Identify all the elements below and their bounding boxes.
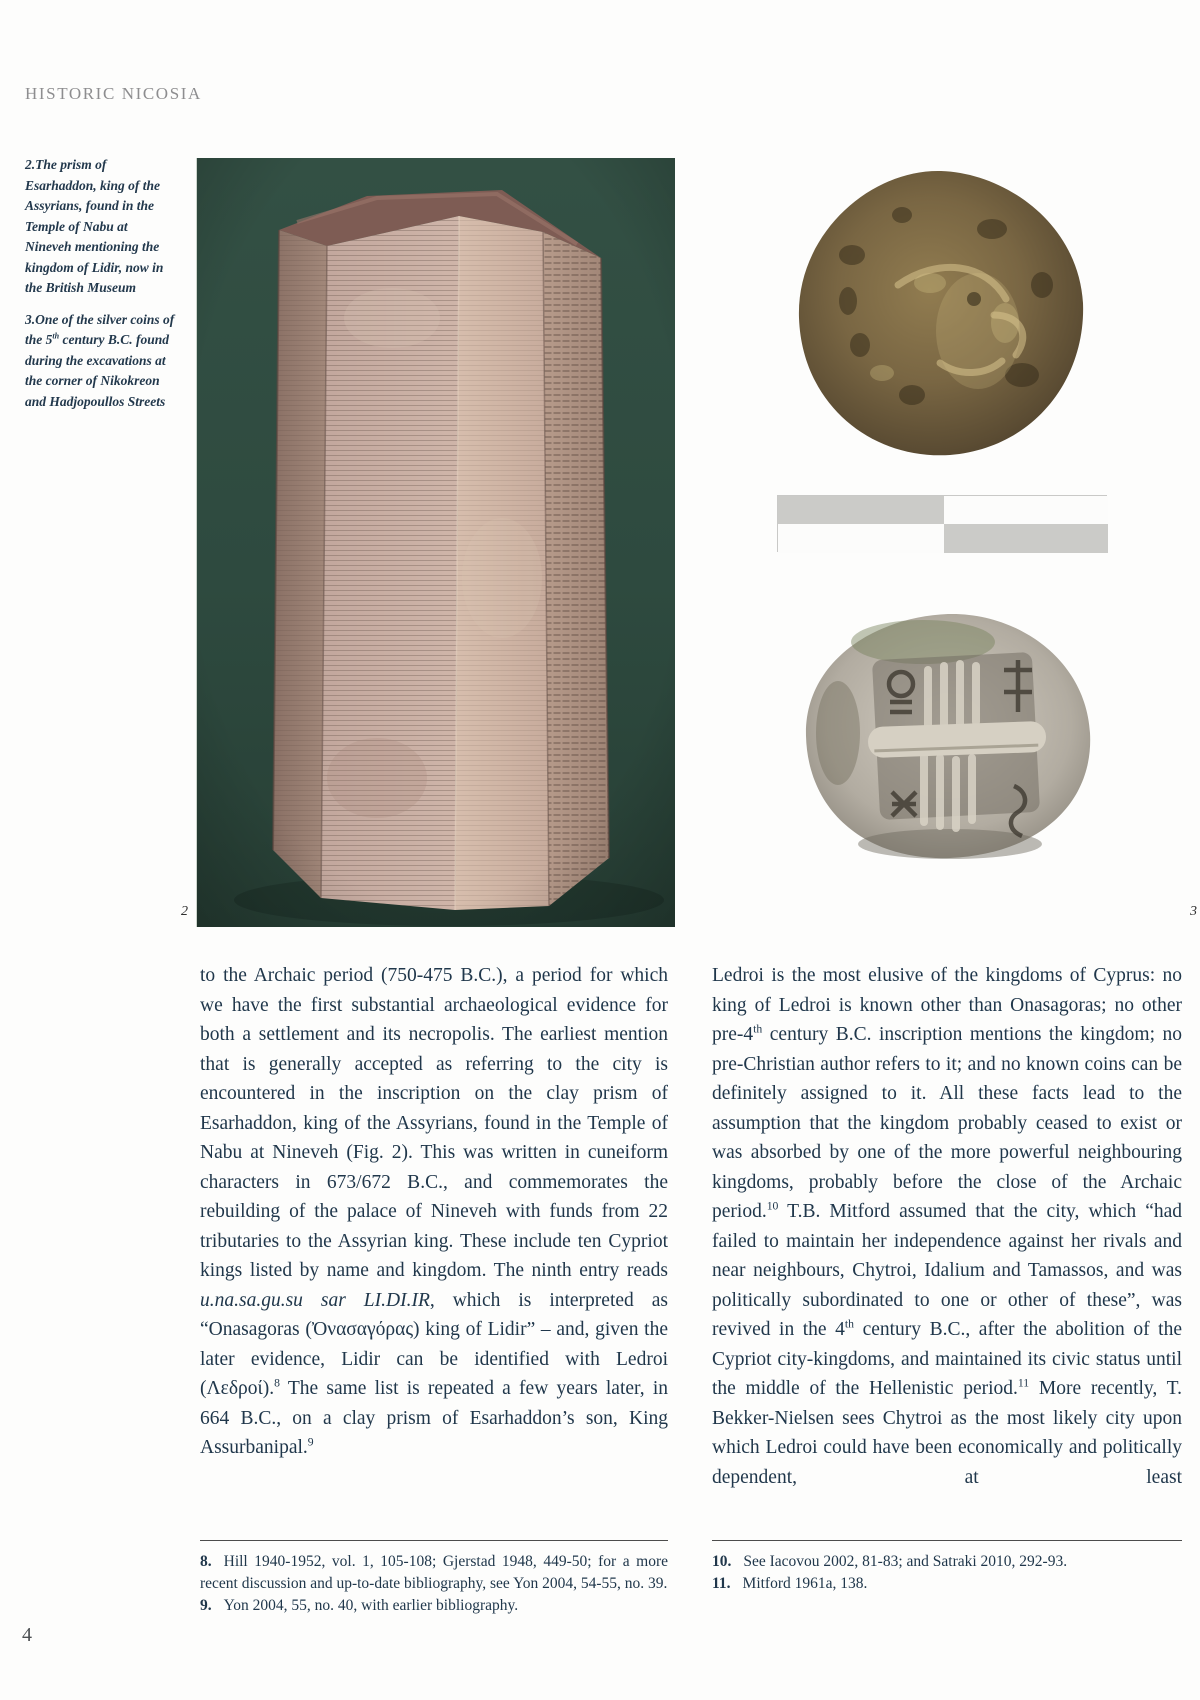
coin-reverse-photo [798,608,1098,862]
margin-captions [25,155,177,423]
figure-2-label: 2 [181,904,188,919]
body-text-right-column: Ledroi is the most elusive of the kingdoms of Cyprus: no king of Ledroi is known other than Onasagoras; no other pre-4th century B.C. inscription mentions the kingdom; no pre-Christian author refers to it; and no known coins can be definitely assigned to it. All these facts lead to the assumption that the kingdom probably ceased to exist or was absorbed by one of the more powerful neighbouring kingdoms, probably before the close of the Archaic period.$^{10}$ T.B. Mitford assumed that the city, which “had failed to maintain her independence against her rivals and near neighbours, Chytroi, Idalium and Tamassos, and was politically subordinated to one or other of these”, was revived in the 4th century B.C., after the abolition of the Cypriot city-kingdoms, and maintained its civic status until the middle of the Hellenistic period.$^{11}$ More recently, T. Bekker-Nielsen sees Chytroi as the most likely city upon which Ledroi could have been economically and politically dependent, at least [712,965,1182,1488]
footnotes-right [712,1551,1182,1595]
coin-obverse-graphic [790,163,1092,463]
footnote-11: 11. Mitford 1961a, 138. [712,1575,868,1592]
body-text-left-column: to the Archaic period (750-475 B.C.), a period for which we have the first substantial archaeological evidence for both a settlement and its necropolis. The earliest mention that is generally accepted as referring to the city is encountered in the inscription on the clay prism of Esarhaddon, king of the Assyrians, found in the Temple of Nabu at Nineveh (Fig. 2). This was written in cuneiform characters in 673/672 B.C., and commemorates the rebuilding of the palace of Nineveh with funds from 22 tributaries to the Assyrian king. These include ten Cypriot kings listed by name and kingdom. The ninth entry reads u.na.sa.gu.su sar LI.DI.IR, which is interpreted as “Onasagoras (Ὀνασαγόρας) king of Lidir” – and, given the later evidence, Lidir can be identified with Ledroi (Λεδροί).$^8$ The same list is repeated a few years later, in 664 B.C., on a clay prism of Esarhaddon’s son, King Assurbanipal.$^9$ [200,965,668,1458]
footnote-8: 8. Hill 1940-1952, vol. 1, 105-108; Gjerstad 1948, 449-50; for a more recent discussion and up-to-date bibliography, see Yon 2004, 54-55, no. 39. [200,1553,668,1592]
footnote-rule-left [200,1540,668,1541]
figure-3-coin-obverse-photo [790,163,1092,463]
running-header: HISTORIC NICOSIA [25,84,202,103]
footnotes-left [200,1551,668,1617]
scale-bar-cell [778,524,944,553]
photo-scale-bar [777,495,1107,552]
footnote-rule-right [712,1540,1182,1541]
footnote-10: 10. See Iacovou 2002, 81-83; and Satraki 2010, 292-93. [712,1553,1068,1570]
scale-bar-cell [944,524,1108,553]
caption-figure-2: 2.The prism of Esarhaddon, king of the Assyrians, found in the Temple of Nabu at Nineveh mentioning the kingdom of Lidir, now in the British Museum [25,157,164,295]
caption-figure-3: 3.One of the silver coins of the 5th century B.C. found during the excavations at the corner of Nikokreon and Hadjopoullos Streets [25,311,175,409]
footnote-9: 9. Yon 2004, 55, no. 40, with earlier bibliography. [200,1597,519,1614]
scale-bar-cell [944,496,1108,524]
figure-3-label: 3 [1190,904,1197,919]
scale-bar-cell [778,496,944,524]
page-number: 4 [22,1624,32,1646]
prism-graphic [197,158,675,927]
coin-reverse-graphic [798,608,1098,862]
figure-2-prism-photo [196,158,675,927]
